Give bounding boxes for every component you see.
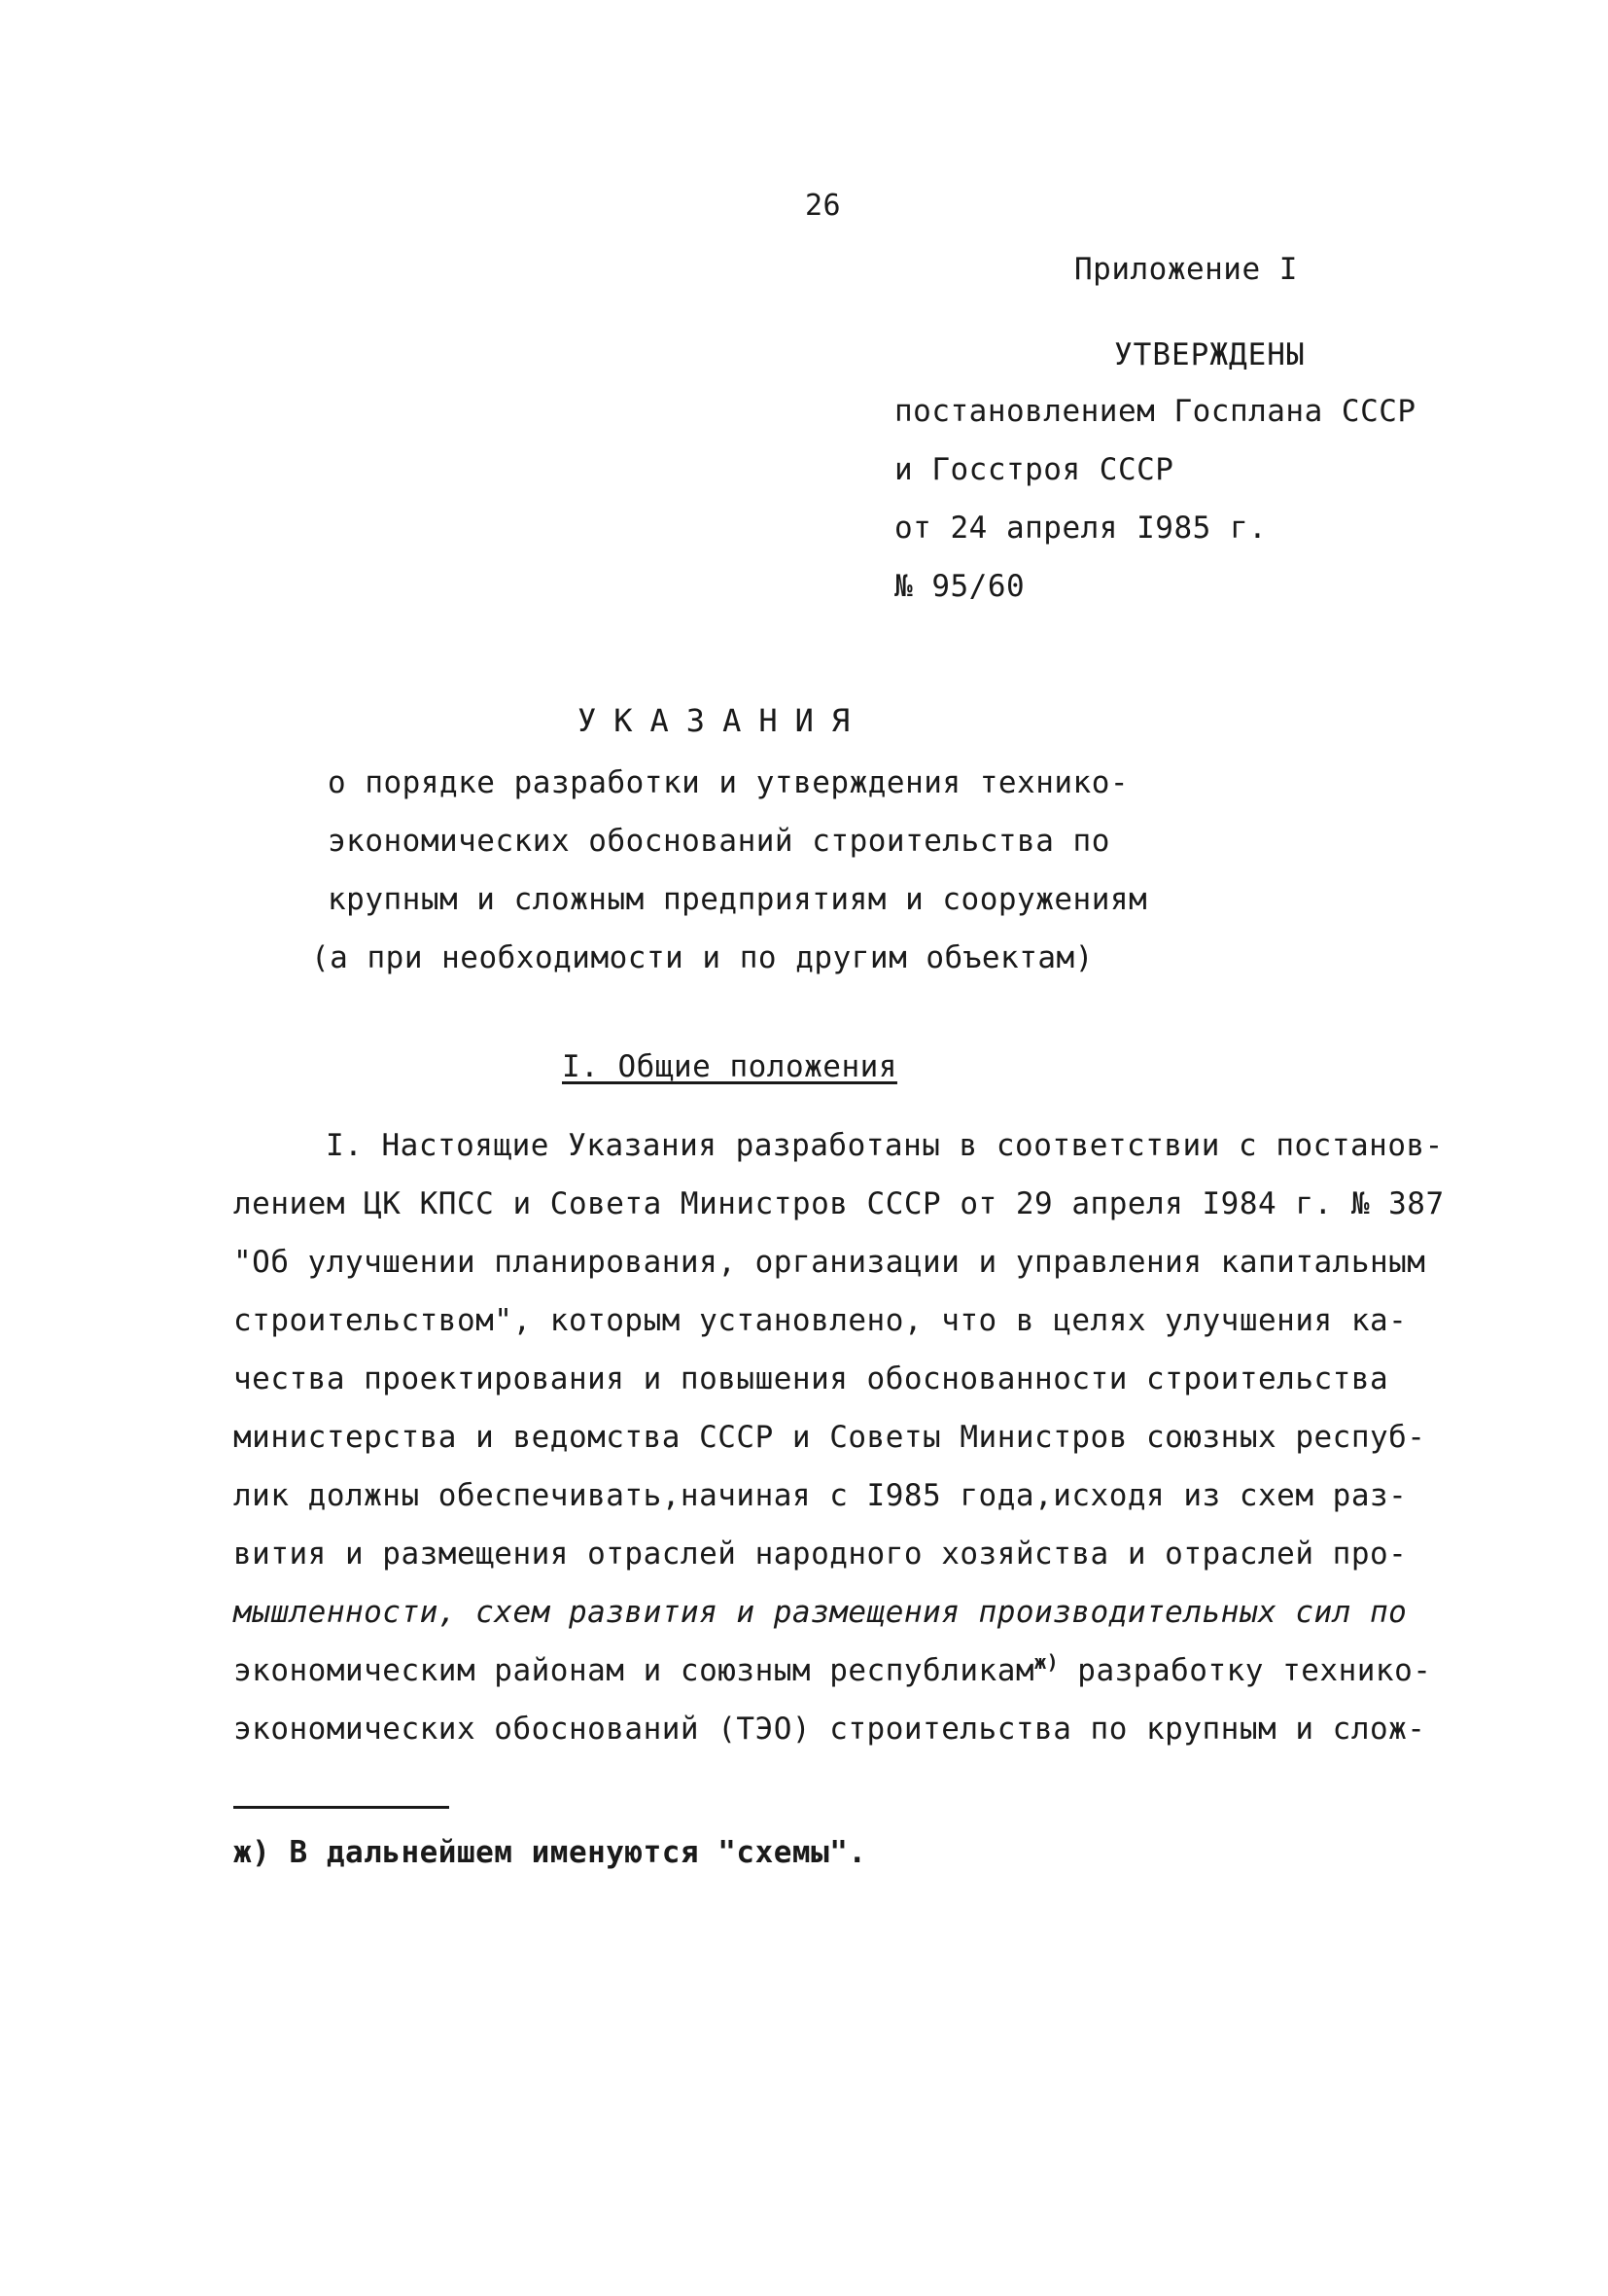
- paragraph-line: экономических обоснований (ТЭО) строительства по крупным и слож-: [233, 1712, 1426, 1747]
- paragraph-line-start: экономическим районам и союзным республикам: [233, 1653, 1035, 1688]
- footnote-divider: [233, 1806, 449, 1809]
- document-title: УКАЗАНИЯ: [577, 702, 868, 739]
- paragraph-line: чества проектирования и повышения обоснованности строительства: [233, 1361, 1389, 1396]
- footnote-marker: ж): [1034, 1650, 1060, 1674]
- subtitle-line: (а при необходимости и по другим объектам): [311, 940, 1094, 975]
- section-heading: I. Общие положения: [562, 1049, 897, 1084]
- subtitle-line: крупным и сложным предприятиям и сооружениям: [328, 882, 1148, 917]
- paragraph-line: "Об улучшении планирования, организации и управления капитальным: [233, 1245, 1426, 1280]
- approval-line: от 24 апреля I985 г.: [894, 511, 1268, 546]
- appendix-label: Приложение I: [1074, 252, 1298, 287]
- footnote-text: ж) В дальнейшем именуются "схемы".: [233, 1835, 867, 1870]
- subtitle-line: о порядке разработки и утверждения технико-: [328, 765, 1130, 800]
- approval-number: № 95/60: [894, 569, 1026, 604]
- subtitle-line: экономических обоснований строительства по: [328, 824, 1110, 859]
- paragraph-line: I. Настоящие Указания разработаны в соответствии с постанов-: [326, 1128, 1444, 1163]
- approval-line: и Госстроя СССР: [894, 452, 1174, 487]
- approval-line: постановлением Госплана СССР: [894, 394, 1416, 429]
- paragraph-line: лик должны обеспечивать,начиная с I985 года,исходя из схем раз-: [233, 1478, 1408, 1513]
- paragraph-line-end: разработку технико-: [1059, 1653, 1432, 1688]
- paragraph-line: мышленности, схем развития и размещения производительных сил по: [233, 1595, 1408, 1630]
- paragraph-line: вития и размещения отраслей народного хозяйства и отраслей про-: [233, 1537, 1408, 1572]
- page-number: 26: [805, 189, 842, 223]
- paragraph-line: лением ЦК КПСС и Совета Министров СССР от 29 апреля I984 г. № 387: [233, 1186, 1445, 1221]
- paragraph-line-with-footnote: [233, 1650, 1432, 1688]
- paragraph-line: министерства и ведомства СССР и Советы Министров союзных респуб-: [233, 1420, 1426, 1455]
- approval-stamp: УТВЕРЖДЕНЫ: [1114, 337, 1306, 372]
- paragraph-line: строительством", которым установлено, что в целях улучшения ка-: [233, 1303, 1408, 1338]
